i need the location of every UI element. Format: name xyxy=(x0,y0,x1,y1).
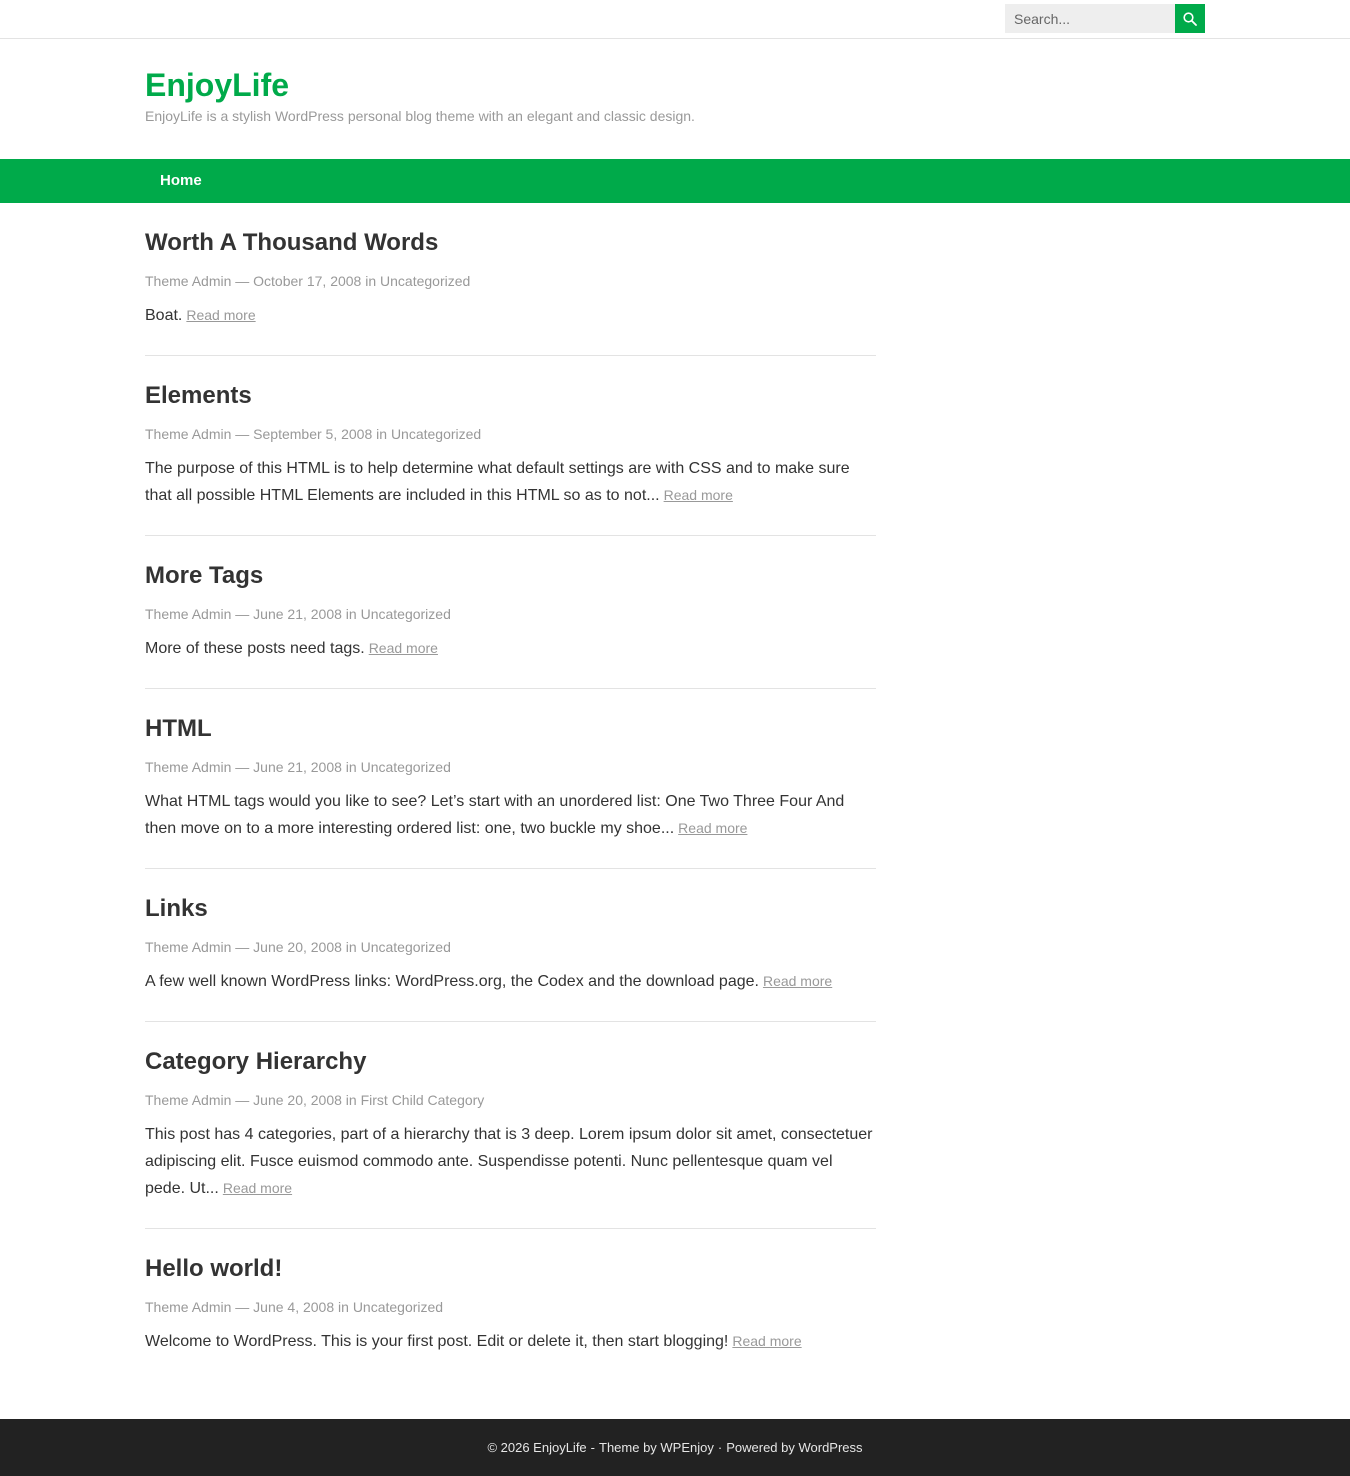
read-more-link[interactable]: Read more xyxy=(222,1180,293,1196)
meta-separator: — xyxy=(235,939,250,955)
post-category[interactable]: Uncategorized xyxy=(352,1299,444,1315)
post-category[interactable]: Uncategorized xyxy=(360,759,451,775)
read-more-link[interactable]: Read more xyxy=(663,487,733,503)
post-date[interactable]: June 21, 2008 xyxy=(253,759,342,775)
read-more-link[interactable]: Read more xyxy=(186,307,256,323)
footer-copyright[interactable]: © 2026 EnjoyLife xyxy=(487,1440,587,1455)
read-more-link[interactable]: Read more xyxy=(732,1333,802,1349)
post-title[interactable]: HTML xyxy=(145,715,212,742)
footer-theme-credit[interactable]: Theme by WPEnjoy xyxy=(599,1440,714,1455)
post-excerpt xyxy=(145,788,876,842)
post-author[interactable]: Theme Admin xyxy=(145,606,232,622)
post-date[interactable]: June 20, 2008 xyxy=(253,1092,342,1108)
meta-in: in xyxy=(345,939,357,955)
post-excerpt xyxy=(145,968,876,995)
read-more-link[interactable]: Read more xyxy=(368,640,438,656)
post-excerpt-text: A few well known WordPress links: WordPress.org, the Codex and the download page. xyxy=(145,973,759,990)
nav-item-home[interactable]: Home xyxy=(160,172,202,189)
meta-separator: — xyxy=(235,1092,250,1108)
post-item xyxy=(145,894,876,1022)
post-author[interactable]: Theme Admin xyxy=(145,273,232,289)
post-excerpt-text: Welcome to WordPress. This is your first post. Edit or delete it, then start blogging! xyxy=(145,1333,729,1350)
post-category[interactable]: Uncategorized xyxy=(360,939,451,955)
post-excerpt xyxy=(145,455,876,509)
post-category[interactable]: Uncategorized xyxy=(360,606,451,622)
post-excerpt-text: More of these posts need tags. xyxy=(145,640,365,657)
read-more-link[interactable]: Read more xyxy=(678,820,748,836)
post-item xyxy=(145,1254,876,1381)
footer-powered-by[interactable]: Powered by WordPress xyxy=(726,1440,863,1455)
post-title[interactable]: Worth A Thousand Words xyxy=(145,229,439,256)
search-button[interactable] xyxy=(1175,4,1205,33)
post-category[interactable]: Uncategorized xyxy=(380,273,471,289)
post-excerpt-text: The purpose of this HTML is to help determine what default settings are with CSS and to make sure that all possible HTML Elements are included in this HTML so as to not... xyxy=(145,460,850,504)
post-title[interactable]: Elements xyxy=(145,382,252,409)
post-meta xyxy=(145,758,876,776)
post-meta xyxy=(145,425,876,443)
post-date[interactable]: June 21, 2008 xyxy=(253,606,342,622)
post-item xyxy=(145,228,876,356)
search-icon xyxy=(1183,12,1197,26)
post-excerpt xyxy=(145,1121,876,1202)
post-title[interactable]: More Tags xyxy=(145,562,264,589)
post-excerpt-text: Boat. xyxy=(145,307,183,324)
read-more-link[interactable]: Read more xyxy=(762,973,833,989)
post-category[interactable]: Uncategorized xyxy=(390,426,482,442)
meta-separator: — xyxy=(235,759,250,775)
post-meta xyxy=(145,1298,876,1316)
post-excerpt-text: What HTML tags would you like to see? Let’s start with an unordered list: One Two Three Four And then move on to a more interesting ordered list: one, two buckle my shoe... xyxy=(145,793,845,837)
post-item xyxy=(145,1047,876,1229)
meta-in: in xyxy=(345,1092,357,1108)
post-author[interactable]: Theme Admin xyxy=(145,939,232,955)
post-author[interactable]: Theme Admin xyxy=(145,1299,232,1315)
post-author[interactable]: Theme Admin xyxy=(145,426,232,442)
top-bar xyxy=(0,0,1350,39)
post-author[interactable]: Theme Admin xyxy=(145,1092,232,1108)
main-navigation xyxy=(0,159,1350,203)
post-date[interactable]: October 17, 2008 xyxy=(253,273,362,289)
site-title[interactable]: EnjoyLife xyxy=(145,67,290,103)
post-date[interactable]: September 5, 2008 xyxy=(253,426,373,442)
post-item xyxy=(145,561,876,689)
post-item xyxy=(145,714,876,869)
meta-separator: — xyxy=(235,426,250,442)
site-description: EnjoyLife is a stylish WordPress personal blog theme with an elegant and classic design. xyxy=(145,108,695,124)
search-form xyxy=(1005,4,1205,33)
footer-separator: - xyxy=(590,1440,595,1455)
footer-separator: · xyxy=(717,1440,723,1455)
meta-separator: — xyxy=(235,1299,250,1315)
meta-in: in xyxy=(338,1299,349,1315)
meta-in: in xyxy=(376,426,388,442)
post-meta xyxy=(145,938,876,956)
post-excerpt xyxy=(145,1328,876,1355)
site-footer xyxy=(0,1419,1350,1476)
post-meta xyxy=(145,272,876,290)
meta-in: in xyxy=(365,273,377,289)
search-input[interactable] xyxy=(1005,4,1175,33)
post-item xyxy=(145,381,876,536)
meta-in: in xyxy=(345,759,357,775)
post-excerpt xyxy=(145,635,876,662)
meta-separator: — xyxy=(235,273,250,289)
post-excerpt-text: This post has 4 categories, part of a hierarchy that is 3 deep. Lorem ipsum dolor sit amet, consectetuer adipiscing elit. Fusce euismod commodo ante. Suspendisse potenti. Nunc pellentesque quam vel pede. Ut... xyxy=(145,1126,873,1197)
post-category[interactable]: First Child Category xyxy=(360,1092,485,1108)
post-title[interactable]: Hello world! xyxy=(145,1255,283,1282)
post-date[interactable]: June 20, 2008 xyxy=(253,939,342,955)
post-meta xyxy=(145,1091,876,1109)
post-meta xyxy=(145,605,876,623)
site-header xyxy=(0,39,1350,159)
post-title[interactable]: Category Hierarchy xyxy=(145,1048,367,1075)
post-excerpt xyxy=(145,302,876,329)
post-title[interactable]: Links xyxy=(145,895,208,922)
meta-separator: — xyxy=(235,606,250,622)
post-date[interactable]: June 4, 2008 xyxy=(253,1299,335,1315)
post-author[interactable]: Theme Admin xyxy=(145,759,232,775)
meta-in: in xyxy=(345,606,357,622)
post-list xyxy=(0,203,876,1381)
